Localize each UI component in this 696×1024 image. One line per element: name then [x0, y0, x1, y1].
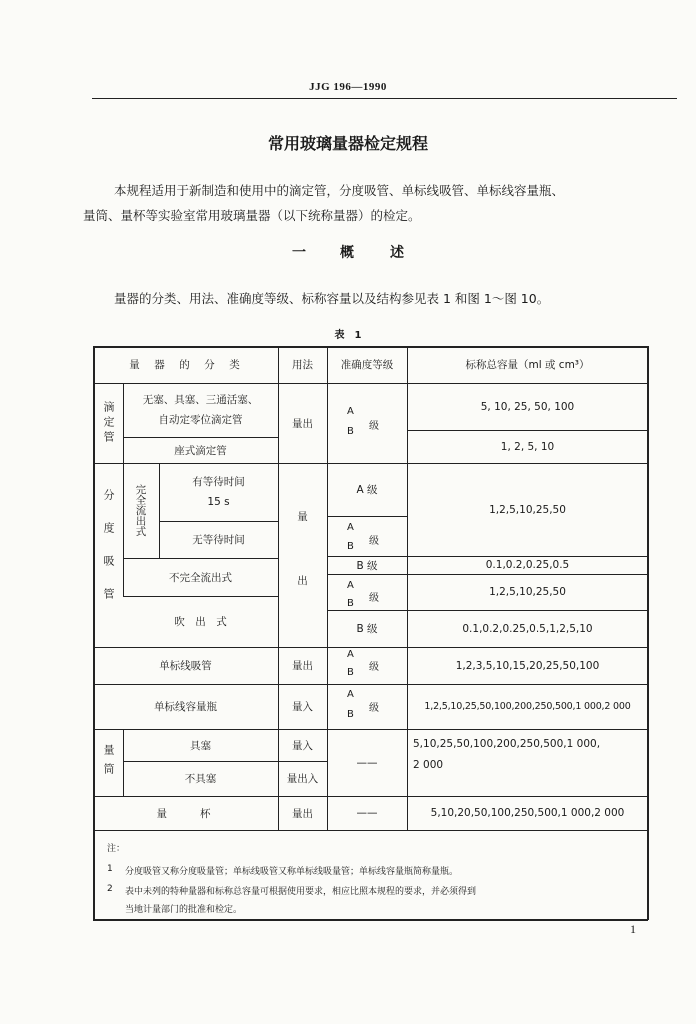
header-grade: 准确度等级: [340, 359, 394, 371]
section-title-b: 述: [390, 245, 404, 261]
pipette-wait-1: [159, 470, 278, 514]
single-pipette-grade-suffix: 级: [369, 662, 379, 673]
grid-line: [327, 516, 408, 517]
intro-line-2: 量筒、量杯等实验室常用玻璃量器（以下统称量器）的检定。: [83, 208, 421, 223]
document-code-header: JJG 196—1990: [309, 81, 387, 93]
cylinder-usage-1: 量入: [292, 739, 313, 752]
flask-grade-b: B: [347, 709, 354, 720]
flask-grade-a: A: [347, 689, 354, 700]
pipette-usage-a: 量: [297, 510, 308, 523]
pipette-grade-b2: B: [347, 541, 354, 552]
pipette-capacity-b1: 0.1,0.2,0.25,0.5: [485, 559, 570, 571]
single-pipette-grade-a: A: [347, 649, 354, 660]
single-pipette-grade-b: B: [347, 667, 354, 678]
pipette-capacity-partial: 1,2,5,10,25,50: [489, 586, 566, 598]
flask-capacity: 1,2,5,10,25,50,100,200,250,500,1 000,2 000: [424, 701, 631, 712]
header-capacity: 标称总容量（ml 或 cm³）: [465, 359, 590, 371]
cylinder-type-1: 具塞: [190, 739, 211, 752]
pipette-grade-suffix-2: 级: [369, 593, 379, 604]
pipette-grade-a3: A: [347, 580, 354, 591]
section-number: 一: [292, 245, 306, 261]
single-pipette-usage: 量出: [292, 660, 313, 672]
burette-capacity-2: 1, 2, 5, 10: [500, 440, 555, 453]
page-title: 常用玻璃量器检定规程: [267, 134, 428, 153]
pipette-grade-b-only: B 级: [356, 559, 378, 572]
pipette-label: 分度吸管: [102, 489, 115, 621]
burette-label: 滴定管: [102, 400, 115, 446]
pipette-capacity-full: 1,2,5,10,25,50: [489, 503, 566, 516]
page-number: 1: [630, 922, 636, 936]
pipette-grade-a2: A: [347, 522, 354, 533]
pipette-grade-b3: B: [347, 598, 354, 609]
cylinder-grade: ——: [356, 756, 378, 769]
header-rule: [92, 98, 677, 99]
cup-capacity: 5,10,20,50,100,250,500,1 000,2 000: [430, 807, 625, 819]
note-2-line-1: 表中未列的特种量器和标称总容量可根据使用要求，相应比照本规程的要求，并必须得到: [125, 887, 477, 897]
flask-grade-suffix: 级: [369, 703, 379, 714]
note-1-number: 1: [107, 864, 113, 874]
table-caption: 表 1: [334, 330, 362, 341]
cup-grade: ——: [356, 807, 378, 819]
pipette-usage-b: 出: [297, 574, 308, 587]
pipette-grade-suffix: 级: [369, 536, 379, 547]
pipette-wait-1-time: 15 s: [207, 496, 230, 508]
burette-grade-b: B: [347, 426, 354, 437]
pipette-capacity-b2: 0.1,0.2,0.25,0.5,1,2,5,10: [462, 622, 593, 635]
burette-type-1-line-b: 自动定零位滴定管: [158, 414, 243, 426]
note-2-line-2: 当地计量部门的批准和检定。: [125, 905, 243, 915]
single-pipette-capacity: 1,2,3,5,10,15,20,25,50,100: [455, 659, 600, 672]
burette-type-1-line-a: 无塞、具塞、三通活塞、: [142, 394, 259, 406]
cup-usage: 量出: [292, 807, 313, 820]
section-title-a: 概: [340, 245, 354, 261]
pipette-blowout: 吹 出 式: [174, 616, 227, 628]
burette-type-2: 座式滴定管: [174, 444, 227, 457]
note-1: 分度吸管又称分度吸量管；单标线吸管又称单标线吸量管；单标线容量瓶简称量瓶。: [125, 867, 459, 877]
grid-line: [93, 830, 648, 831]
burette-type-1: [123, 384, 278, 436]
pipette-wait-2: 无等待时间: [192, 534, 245, 546]
burette-capacity-1: 5, 10, 25, 50, 100: [480, 400, 575, 413]
table-border-bottom: [93, 919, 648, 921]
pipette-full-flow: 完全流出式: [134, 484, 147, 537]
classification-table: [93, 346, 648, 920]
overview-paragraph: 量器的分类、用法、准确度等级、标称容量以及结构参见表 1 和图 1～图 10。: [114, 291, 550, 306]
cup-label: 量 杯: [156, 807, 215, 820]
section-heading: [0, 242, 696, 262]
note-2-number: 2: [107, 884, 113, 894]
pipette-grade-b-only-2: B 级: [356, 623, 378, 635]
pipette-partial: 不完全流出式: [169, 571, 232, 584]
cylinder-type-2: 不具塞: [184, 773, 217, 785]
pipette-grade-a: A 级: [356, 484, 378, 496]
burette-grade-a: A: [347, 406, 354, 417]
cylinder-usage-2: 量出入: [286, 773, 319, 785]
burette-grade-suffix: 级: [369, 421, 379, 432]
notes-heading: 注：: [107, 844, 126, 854]
header-category: 量 器 的 分 类: [129, 359, 242, 371]
cylinder-capacity-line-2: 2 000: [413, 759, 444, 771]
intro-line-1: 本规程适用于新制造和使用中的滴定管，分度吸管、单标线吸管、单标线容量瓶、: [114, 183, 565, 198]
pipette-wait-1-label: 有等待时间: [192, 476, 245, 488]
burette-usage: 量出: [292, 417, 313, 430]
single-pipette-label: 单标线吸管: [159, 660, 212, 672]
cylinder-label: 量筒: [102, 743, 115, 782]
flask-usage: 量入: [292, 701, 313, 713]
cylinder-capacity-line-1: 5,10,25,50,100,200,250,500,1 000,: [413, 738, 601, 750]
flask-label: 单标线容量瓶: [154, 701, 217, 713]
header-usage: 用法: [292, 359, 313, 371]
